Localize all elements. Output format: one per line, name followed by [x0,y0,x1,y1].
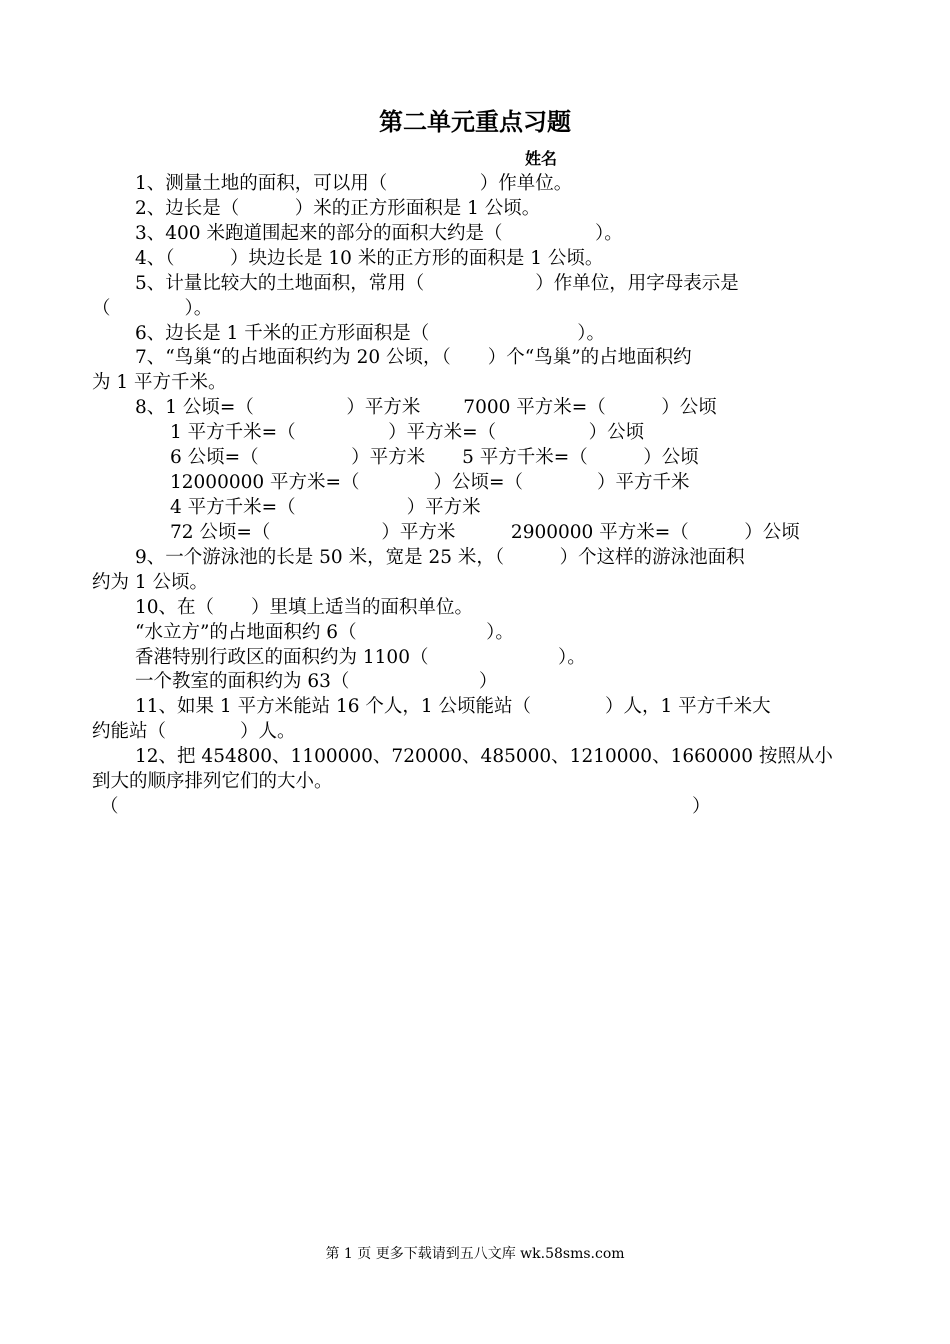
page-footer: 第 1 页 更多下载请到五八文库 wk.58sms.com [325,1246,625,1262]
question-8-line-2: 1 平方千米=（ ）平方米=（ ）公顷 [170,422,645,443]
question-8: 8、1 公顷=（ ）平方米 7000 平方米=（ ）公顷 [135,397,717,418]
question-4: 4、（ ）块边长是 10 米的正方形的面积是 1 公顷。 [135,248,604,269]
question-11-cont: 约能站（ ）人。 [92,721,296,742]
question-8-line-4: 12000000 平方米=（ ）公顷=（ ）平方千米 [170,472,690,493]
question-10-item-3: 一个教室的面积约为 63（ ） [135,671,498,692]
question-8-line-5: 4 平方千米=（ ）平方米 [170,497,481,518]
question-9: 9、一个游泳池的长是 50 米，宽是 25 米，（ ）个这样的游泳池面积 [135,547,745,568]
answer-blank: （ ） [100,796,711,817]
question-10-item-1: “水立方”的占地面积约 6（ ）。 [135,622,514,643]
question-7-cont: 为 1 平方千米。 [92,372,227,393]
question-10: 10、在（ ）里填上适当的面积单位。 [135,597,474,618]
question-5: 5、计量比较大的土地面积，常用（ ）作单位，用字母表示是 [135,273,739,294]
question-12: 12、把 454800、1100000、720000、485000、1210000、1660000 按照从小 [135,746,833,767]
question-3: 3、400 米跑道围起来的部分的面积大约是（ ）。 [135,223,623,244]
question-7: 7、“鸟巢“的占地面积约为 20 公顷，（ ）个“鸟巢”的占地面积约 [135,347,692,368]
question-8-line-3: 6 公顷=（ ）平方米 5 平方千米=（ ）公顷 [170,447,699,468]
question-1: 1、测量土地的面积，可以用（ ）作单位。 [135,173,573,194]
question-9-cont: 约为 1 公顷。 [92,572,209,593]
question-8-line-6: 72 公顷=（ ）平方米 2900000 平方米=（ ）公顷 [170,522,800,543]
question-2: 2、边长是（ ）米的正方形面积是 1 公顷。 [135,198,541,219]
question-5-cont: （ ）。 [92,298,213,319]
question-12-cont: 到大的顺序排列它们的大小。 [92,771,333,792]
question-6: 6、边长是 1 千米的正方形面积是（ ）。 [135,323,606,344]
name-label: 姓名 [525,149,558,168]
question-10-item-2: 香港特别行政区的面积约为 1100（ ）。 [135,647,586,668]
question-11: 11、如果 1 平方米能站 16 个人，1 公顷能站（ ）人，1 平方千米大 [135,696,771,717]
page-title: 第二单元重点习题 [379,107,571,136]
